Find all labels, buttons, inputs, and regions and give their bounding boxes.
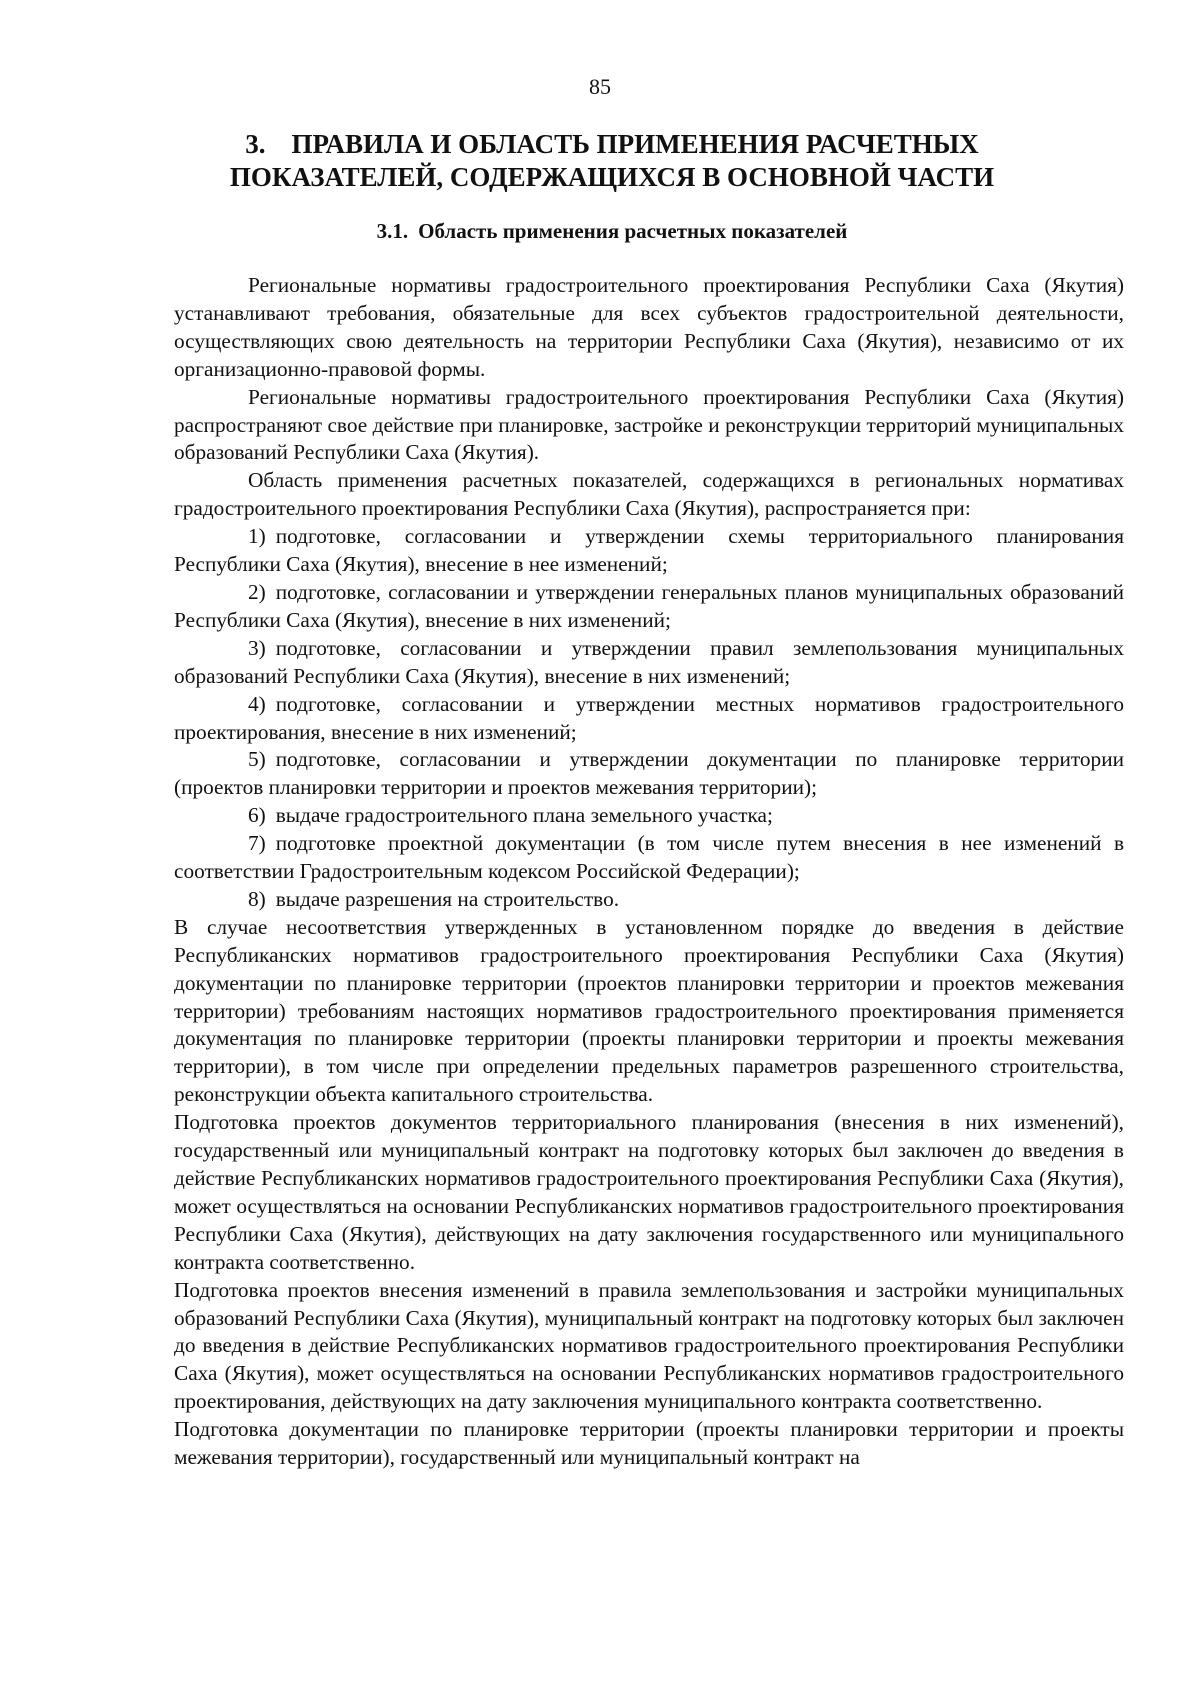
- list-item-number: 5): [248, 747, 266, 772]
- paragraph: Подготовка проектов документов территориального планирования (внесения в них изменений), государственный или муниципальный контракт на подготовку которых был заключен до введения в действие Республиканских нормативов градостроительного проектирования Республики Саха (Якутия), может осуществляться на основании Республиканских нормативов градостроительного проектирования Республики Саха (Якутия), действующих на дату заключения государственного или муниципального контракта соответственно.: [174, 1110, 1124, 1274]
- list-item-text: подготовке, согласовании и утверждении местных нормативов градостроительного проектирования, внесение в них изменений;: [174, 691, 1124, 744]
- list-item: [174, 523, 1124, 579]
- list-item-number: 1): [248, 524, 266, 549]
- list-item-text: подготовке, согласовании и утверждении генеральных планов муниципальных образований Республики Саха (Якутия), внесение в них изменений;: [174, 579, 1124, 632]
- list-item: [174, 579, 1124, 635]
- section-title-part-1: ПРАВИЛА И ОБЛАСТЬ ПРИМЕНЕНИЯ РАСЧЕТНЫХ: [291, 129, 979, 159]
- section-heading: [172, 128, 1052, 194]
- section-heading-line-1: [172, 128, 1052, 161]
- list-item: [174, 886, 1124, 914]
- list-item-number: 2): [248, 579, 266, 604]
- subsection-number: 3.1.: [376, 219, 409, 243]
- list-item: [174, 802, 1124, 830]
- paragraph: Региональные нормативы градостроительного проектирования Республики Саха (Якутия) распространяют свое действие при планировке, застройке и реконструкции территорий муниципальных образований Республики Саха (Якутия).: [174, 384, 1124, 465]
- list-item: [174, 830, 1124, 886]
- list-item-number: 6): [248, 803, 266, 828]
- list-item: [174, 746, 1124, 802]
- page-number: 85: [589, 74, 611, 99]
- subsection-title: Область применения расчетных показателей: [418, 219, 848, 243]
- subsection-heading: [172, 219, 1052, 244]
- list-item-text: подготовке, согласовании и утверждении схемы территориального планирования Республики Саха (Якутия), внесение в нее изменений;: [174, 524, 1124, 577]
- list-item-number: 3): [248, 635, 266, 660]
- document-body: [174, 272, 1124, 1472]
- paragraph: В случае несоответствия утвержденных в установленном порядке до введения в действие Республиканских нормативов градостроительного проектирования Республики Саха (Якутия) документации по планировке территории (проектов планировки территории и проектов межевания территории) требованиям настоящих нормативов градостроительного проектирования применяется документация по планировке территории (проекты планировки территории и проекты межевания территории), в том числе при определении предельных параметров разрешенного строительства, реконструкции объекта капитального строительства.: [174, 914, 1124, 1107]
- list-item-text: подготовке, согласовании и утверждении документации по планировке территории (проектов планировки территории и проектов межевания территории);: [174, 747, 1124, 800]
- list-item-text: выдаче разрешения на строительство.: [275, 886, 620, 911]
- paragraph: Региональные нормативы градостроительного проектирования Республики Саха (Якутия) устанавливают требования, обязательные для всех субъектов градостроительной деятельности, осуществляющих свою деятельность на территории Республики Саха (Якутия), независимо от их организационно-правовой формы.: [174, 273, 1124, 381]
- list-item-number: 7): [248, 831, 266, 856]
- list-item-text: подготовке, согласовании и утверждении правил землепользования муниципальных образований Республики Саха (Якутия), внесение в них изменений;: [174, 635, 1124, 688]
- list-item-text: подготовке проектной документации (в том числе путем внесения в нее изменений в соответствии Градостроительным кодексом Российской Федерации);: [174, 831, 1124, 884]
- list-item-text: выдаче градостроительного плана земельного участка;: [275, 803, 773, 828]
- list-item-number: 8): [248, 886, 266, 911]
- list-item: [174, 635, 1124, 691]
- list-item: [174, 691, 1124, 747]
- paragraph: Подготовка документации по планировке территории (проекты планировки территории и проекты межевания территории), государственный или муниципальный контракт на: [174, 1417, 1124, 1470]
- paragraph: Область применения расчетных показателей, содержащихся в региональных нормативах градостроительного проектирования Республики Саха (Якутия), распространяется при:: [174, 468, 1124, 521]
- list-item-number: 4): [248, 691, 266, 716]
- paragraph: Подготовка проектов внесения изменений в правила землепользования и застройки муниципальных образований Республики Саха (Якутия), муниципальный контракт на подготовку которых был заключен до введения в действие Республиканских нормативов градостроительного проектирования Республики Саха (Якутия), может осуществляться на основании Республиканских нормативов градостроительного проектирования, действующих на дату заключения муниципального контракта соответственно.: [174, 1277, 1124, 1414]
- section-number: 3.: [245, 129, 266, 159]
- section-title-part-2: ПОКАЗАТЕЛЕЙ, СОДЕРЖАЩИХСЯ В ОСНОВНОЙ ЧАСТИ: [229, 162, 995, 192]
